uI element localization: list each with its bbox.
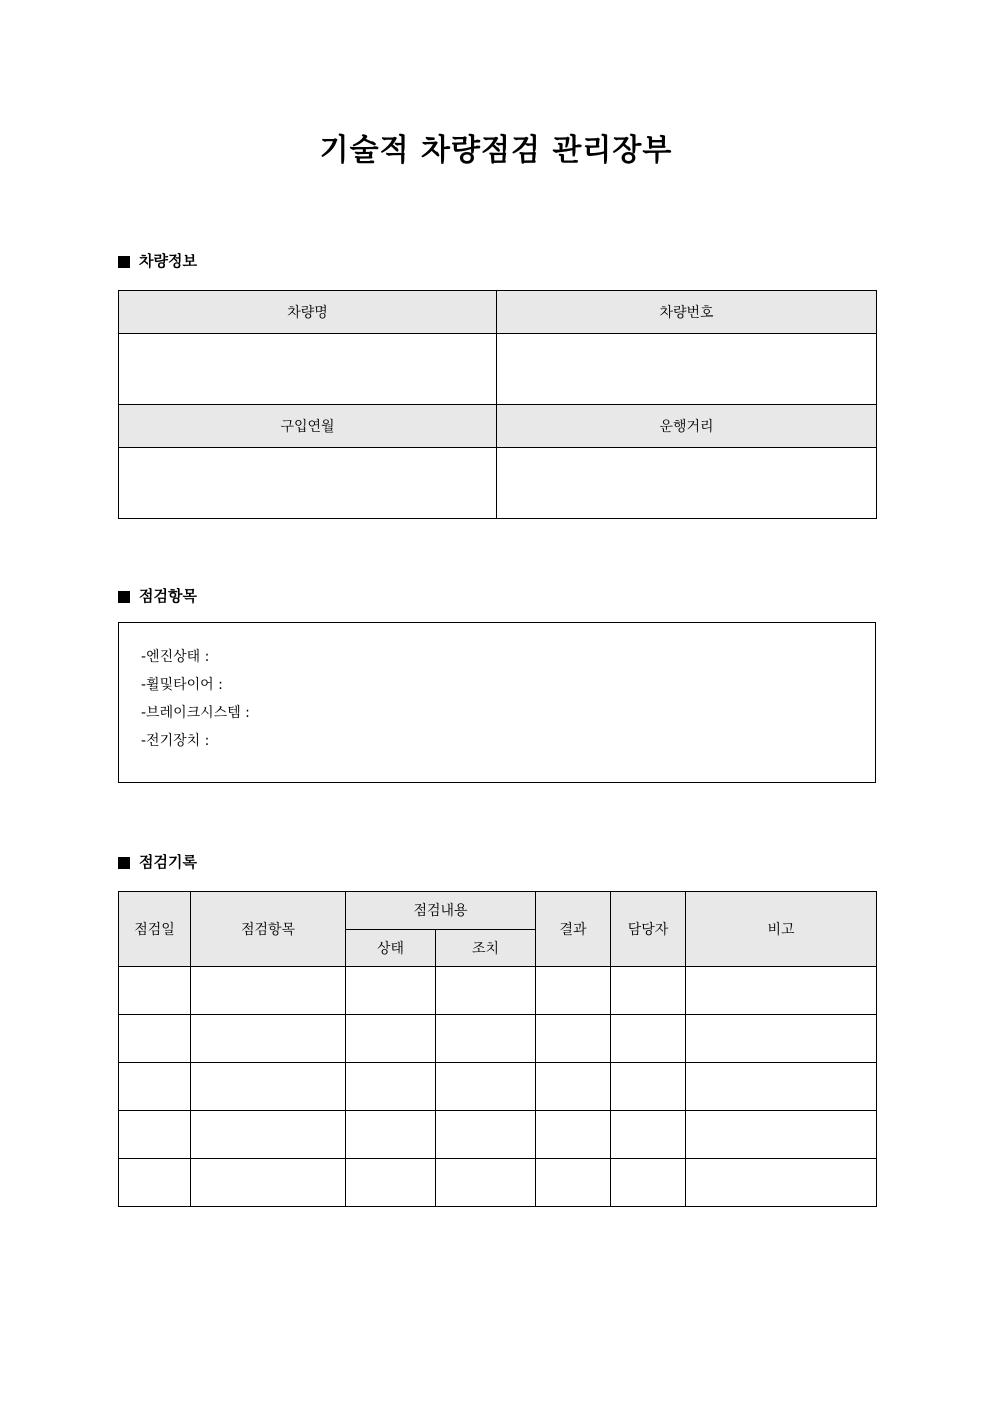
square-bullet-icon xyxy=(118,591,130,603)
purchase-date-header: 구입연월 xyxy=(119,405,497,448)
cell-item[interactable] xyxy=(191,1015,346,1063)
column-header-content-group: 점검내용 xyxy=(346,892,536,930)
cell-result[interactable] xyxy=(536,1015,611,1063)
cell-remarks[interactable] xyxy=(686,1015,877,1063)
cell-manager[interactable] xyxy=(611,1159,686,1207)
table-row xyxy=(119,405,877,448)
table-row xyxy=(119,1159,877,1207)
vehicle-number-value[interactable] xyxy=(497,334,877,405)
inspection-items-box[interactable] xyxy=(118,622,876,783)
section-heading-label: 차량정보 xyxy=(139,252,197,270)
cell-remarks[interactable] xyxy=(686,1159,877,1207)
section-heading-inspection-record xyxy=(118,855,197,870)
cell-item[interactable] xyxy=(191,1063,346,1111)
cell-manager[interactable] xyxy=(611,1063,686,1111)
table-row xyxy=(119,967,877,1015)
table-row xyxy=(119,334,877,405)
inspection-item-line: -휠및타이어 : xyxy=(141,677,223,693)
page-title: 기술적 차량점검 관리장부 xyxy=(319,133,673,168)
table-row xyxy=(119,448,877,519)
square-bullet-icon xyxy=(118,256,130,268)
vehicle-info-table xyxy=(118,290,877,519)
cell-state[interactable] xyxy=(346,1111,436,1159)
cell-remarks[interactable] xyxy=(686,1111,877,1159)
inspection-item-line: -엔진상태 : xyxy=(141,649,210,665)
cell-date[interactable] xyxy=(119,967,191,1015)
inspection-item-line: -브레이크시스템 : xyxy=(141,705,250,721)
table-row xyxy=(119,291,877,334)
cell-remarks[interactable] xyxy=(686,967,877,1015)
cell-result[interactable] xyxy=(536,967,611,1015)
column-header-manager: 담당자 xyxy=(611,892,686,967)
cell-date[interactable] xyxy=(119,1159,191,1207)
vehicle-name-header: 차량명 xyxy=(119,291,497,334)
column-header-result: 결과 xyxy=(536,892,611,967)
section-heading-vehicle-info xyxy=(118,254,197,269)
cell-remarks[interactable] xyxy=(686,1063,877,1111)
cell-state[interactable] xyxy=(346,967,436,1015)
table-row xyxy=(119,1015,877,1063)
cell-item[interactable] xyxy=(191,1111,346,1159)
mileage-value[interactable] xyxy=(497,448,877,519)
square-bullet-icon xyxy=(118,857,130,869)
column-header-content-action: 조치 xyxy=(436,929,536,967)
column-header-content-state: 상태 xyxy=(346,929,436,967)
column-header-item: 점검항목 xyxy=(191,892,346,967)
inspection-item-line: -전기장치 : xyxy=(141,733,210,749)
cell-state[interactable] xyxy=(346,1063,436,1111)
cell-manager[interactable] xyxy=(611,1111,686,1159)
cell-result[interactable] xyxy=(536,1111,611,1159)
cell-state[interactable] xyxy=(346,1159,436,1207)
table-header-row xyxy=(119,892,877,930)
cell-state[interactable] xyxy=(346,1015,436,1063)
cell-action[interactable] xyxy=(436,1063,536,1111)
cell-date[interactable] xyxy=(119,1015,191,1063)
vehicle-name-value[interactable] xyxy=(119,334,497,405)
cell-manager[interactable] xyxy=(611,1015,686,1063)
section-heading-label: 점검항목 xyxy=(139,587,197,605)
vehicle-number-header: 차량번호 xyxy=(497,291,877,334)
cell-result[interactable] xyxy=(536,1063,611,1111)
column-header-date: 점검일 xyxy=(119,892,191,967)
cell-item[interactable] xyxy=(191,1159,346,1207)
cell-action[interactable] xyxy=(436,1015,536,1063)
mileage-header: 운행거리 xyxy=(497,405,877,448)
section-heading-inspection-items xyxy=(118,589,197,604)
inspection-record-table xyxy=(118,891,877,1207)
cell-manager[interactable] xyxy=(611,967,686,1015)
cell-result[interactable] xyxy=(536,1159,611,1207)
cell-action[interactable] xyxy=(436,1159,536,1207)
cell-date[interactable] xyxy=(119,1063,191,1111)
table-row xyxy=(119,1111,877,1159)
cell-action[interactable] xyxy=(436,967,536,1015)
cell-date[interactable] xyxy=(119,1111,191,1159)
cell-action[interactable] xyxy=(436,1111,536,1159)
cell-item[interactable] xyxy=(191,967,346,1015)
table-row xyxy=(119,1063,877,1111)
section-heading-label: 점검기록 xyxy=(139,853,197,871)
purchase-date-value[interactable] xyxy=(119,448,497,519)
column-header-remarks: 비고 xyxy=(686,892,877,967)
